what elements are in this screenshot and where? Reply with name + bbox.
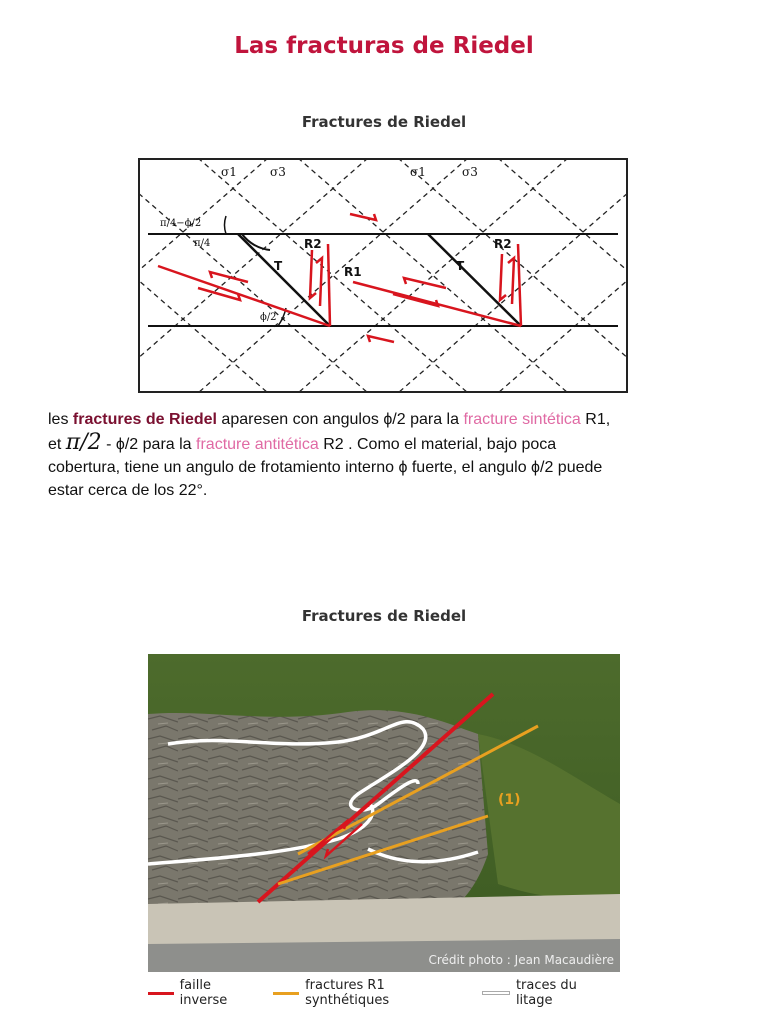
- angle-label-2: π/4: [194, 238, 211, 249]
- term-riedel: fractures de Riedel: [72, 411, 217, 428]
- explanation-paragraph: [48, 408, 738, 502]
- riedel-diagram: [138, 158, 628, 393]
- figure1-title: Fractures de Riedel: [301, 113, 467, 131]
- r2-label-b: R2: [494, 237, 512, 251]
- photo-credit: Crédit photo : Jean Macaudière: [428, 953, 614, 967]
- legend-item-r1: [273, 978, 470, 1008]
- legend-swatch-white: [482, 991, 510, 995]
- pi-over-2: π/2: [65, 430, 102, 455]
- legend-label: traces du litage: [515, 978, 577, 1008]
- legend-item-litage: [482, 978, 616, 1008]
- para-text: cobertura, tiene un angulo de frotamiento interno ϕ fuerte, el angulo ϕ/2 puede: [48, 459, 603, 476]
- figure2-title: Fractures de Riedel: [301, 607, 467, 625]
- legend-label: faille inverse: [179, 978, 228, 1008]
- angle-label-1: π/4−ϕ/2: [160, 218, 202, 229]
- page-title: Las fracturas de Riedel: [234, 33, 534, 59]
- term-synthetic: fracture sintética: [463, 411, 581, 428]
- para-text: aparesen con angulos ϕ/2 para la: [216, 411, 464, 428]
- sigma1-label-b: σ1: [410, 165, 426, 179]
- para-text: - ϕ/2 para la: [101, 436, 197, 453]
- para-text: les: [48, 411, 73, 428]
- legend-swatch-red: [148, 992, 174, 995]
- t-label-b: T: [456, 259, 465, 273]
- legend-label: fractures R1 synthétiques: [305, 978, 390, 1008]
- t-label-a: T: [274, 259, 283, 273]
- outcrop-photo: [148, 654, 620, 972]
- para-text: R1,: [580, 411, 611, 428]
- figure2-legend: [148, 978, 628, 1008]
- r1-label: R1: [344, 265, 362, 279]
- para-text: et: [48, 436, 66, 453]
- sigma3-label-b: σ3: [462, 165, 478, 179]
- legend-swatch-orange: [273, 992, 299, 995]
- para-text: estar cerca de los 22°.: [48, 482, 208, 499]
- r2-label-a: R2: [304, 237, 322, 251]
- term-antithetic: fracture antitética: [196, 436, 319, 453]
- sigma3-label-a: σ3: [270, 165, 286, 179]
- legend-item-faille: [148, 978, 261, 1008]
- angle-label-3: ϕ/2: [260, 312, 277, 323]
- sigma1-label-a: σ1: [221, 165, 237, 179]
- photo-label-1: (1): [498, 792, 521, 808]
- para-text: R2 . Como el material, bajo poca: [318, 436, 557, 453]
